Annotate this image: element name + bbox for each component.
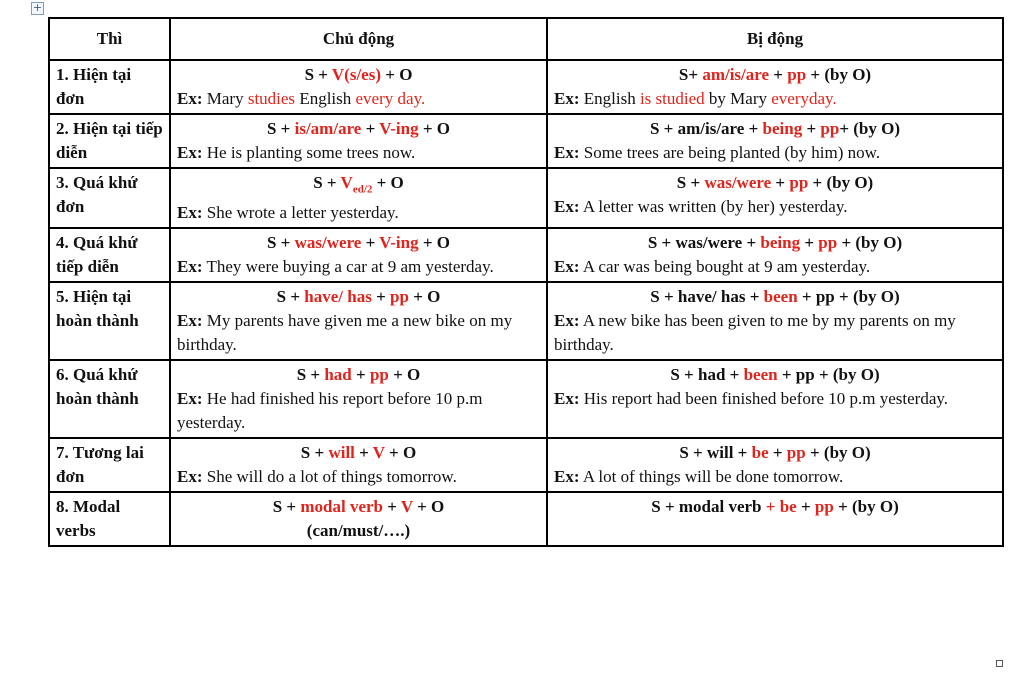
active-cell [170, 360, 547, 438]
highlight-text: V(s/es) [331, 65, 382, 84]
plain-text: + (by O) [833, 497, 899, 517]
active-example [177, 141, 540, 165]
highlight-text: modal verb [300, 497, 383, 517]
active-cell [170, 60, 547, 114]
plain-text: + [371, 287, 391, 307]
plain-text: A car was being bought at 9 am yesterday. [582, 257, 871, 277]
header-active: Chủ động [170, 18, 547, 60]
plain-text: + [351, 365, 370, 385]
highlight-text: + be [765, 497, 797, 517]
plain-text: English [295, 89, 356, 108]
table-row [49, 168, 1003, 228]
plain-text: S + [266, 233, 295, 253]
plain-text: + [361, 119, 380, 138]
ex-label: Ex: [554, 467, 580, 487]
active-example [177, 387, 540, 435]
passive-example [554, 465, 996, 489]
table-row [49, 492, 1003, 546]
active-example [177, 255, 540, 279]
plain-text: + (by O) [808, 173, 874, 192]
highlight-text: will [328, 443, 355, 463]
header-row [49, 18, 1003, 60]
plain-text: S + [276, 287, 305, 307]
ex-label: Ex: [177, 389, 203, 409]
plain-text: + [361, 233, 380, 253]
highlight-text: pp [789, 173, 809, 192]
active-cell [170, 114, 547, 168]
plain-text: + [383, 497, 401, 517]
tense-cell: 2. Hiện tại tiếp diễn [49, 114, 170, 168]
highlight-text: is studied [639, 89, 705, 108]
grammar-table [48, 17, 1004, 547]
tense-cell: 6. Quá khứ hoàn thành [49, 360, 170, 438]
highlight-text: every day. [355, 89, 426, 108]
passive-cell [547, 438, 1003, 492]
table-move-handle-icon[interactable]: + [32, 1, 43, 14]
plain-text: S+ [678, 65, 703, 84]
plain-text: S + [272, 497, 301, 517]
plain-text: Some trees are being planted (by him) now. [583, 143, 881, 162]
ex-label: Ex: [177, 311, 203, 331]
plain-text: + (by O) [839, 119, 901, 138]
highlight-text: V-ing [379, 233, 419, 253]
passive-formula [554, 363, 996, 387]
plain-text: + [802, 119, 821, 138]
passive-cell [547, 60, 1003, 114]
passive-cell [547, 360, 1003, 438]
plain-text: + O [408, 287, 441, 307]
header-tense: Thì [49, 18, 170, 60]
plain-text: My parents have given me a new bike on my birthday. [177, 311, 513, 355]
highlight-text: pp [814, 497, 834, 517]
passive-cell [547, 282, 1003, 360]
active-formula [177, 363, 540, 387]
table-row [49, 60, 1003, 114]
active-note: (can/must/….) [306, 521, 411, 541]
plain-text: + [768, 443, 787, 463]
highlight-text: ed/2 [352, 183, 373, 196]
highlight-text: am/is/are [702, 65, 770, 84]
highlight-text: being [760, 233, 801, 253]
ex-label: Ex: [177, 203, 203, 223]
passive-example [554, 255, 996, 279]
ex-label: Ex: [554, 197, 580, 216]
tense-cell: 7. Tương lai đơn [49, 438, 170, 492]
plain-text: A letter was written (by her) yesterday. [582, 197, 848, 216]
ex-label: Ex: [177, 257, 203, 277]
plain-text: S + modal verb [651, 497, 766, 517]
highlight-text: been [743, 365, 778, 385]
plain-text: S + [304, 65, 332, 84]
passive-formula [554, 231, 996, 255]
passive-example [554, 387, 996, 411]
plain-text: + pp + (by O) [777, 365, 880, 385]
plain-text: S + [266, 119, 295, 138]
active-example [177, 87, 540, 111]
plain-text: S + [296, 365, 325, 385]
highlight-text: studies [247, 89, 296, 108]
ex-label: Ex: [554, 257, 580, 277]
active-cell [170, 228, 547, 282]
plain-text: S + [676, 173, 705, 192]
plain-text: by Mary [704, 89, 772, 108]
highlight-text: V [372, 443, 385, 463]
plain-text: S + [313, 173, 341, 192]
plain-text: + O [418, 119, 451, 138]
plain-text: Mary [206, 89, 248, 108]
active-example [177, 309, 540, 357]
header-passive: Bị động [547, 18, 1003, 60]
highlight-text: pp [818, 233, 838, 253]
active-cell [170, 168, 547, 228]
tense-cell: 4. Quá khứ tiếp diễn [49, 228, 170, 282]
tense-cell: 5. Hiện tại hoàn thành [49, 282, 170, 360]
tense-cell: 3. Quá khứ đơn [49, 168, 170, 228]
active-formula [177, 117, 540, 141]
plain-text: A new bike has been given to me by my parents on my birthday. [554, 311, 956, 355]
highlight-text: pp [369, 365, 389, 385]
active-cell [170, 492, 547, 546]
highlight-text: everyday. [771, 89, 837, 108]
ex-label: Ex: [554, 389, 580, 409]
active-cell [170, 438, 547, 492]
highlight-text: V [400, 497, 413, 517]
highlight-text: pp [390, 287, 409, 307]
table-row [49, 360, 1003, 438]
ex-label: Ex: [554, 89, 580, 108]
tense-cell: 8. Modal verbs [49, 492, 170, 546]
plain-text: + [796, 497, 815, 517]
plain-text: + [769, 65, 788, 84]
plain-text: + [354, 443, 373, 463]
plain-text: She wrote a letter yesterday. [206, 203, 399, 223]
highlight-text: had [324, 365, 352, 385]
plain-text: S + [300, 443, 329, 463]
ex-label: Ex: [554, 311, 580, 331]
table-body [49, 60, 1003, 546]
plain-text: A lot of things will be done tomorrow. [582, 467, 844, 487]
active-formula [177, 495, 540, 519]
plain-text: His report had been finished before 10 p.m yesterday. [583, 389, 949, 409]
plain-text: + O [418, 233, 451, 253]
passive-formula [554, 441, 996, 465]
highlight-text: be [751, 443, 769, 463]
passive-formula [554, 117, 996, 141]
plain-text: He is planting some trees now. [206, 143, 416, 162]
passive-cell [547, 228, 1003, 282]
passive-cell [547, 492, 1003, 546]
plain-text: + (by O) [805, 443, 871, 463]
highlight-text: V [340, 173, 353, 192]
plain-text: S + am/is/are + [649, 119, 763, 138]
plain-text: + O [381, 65, 413, 84]
highlight-text: was/were [704, 173, 772, 192]
plain-text: S + will + [679, 443, 752, 463]
plain-text: + O [384, 443, 417, 463]
highlight-text: pp [820, 119, 840, 138]
highlight-text: V-ing [379, 119, 419, 138]
ex-label: Ex: [554, 143, 580, 162]
plain-text: + [771, 173, 790, 192]
plain-text: + pp + (by O) [797, 287, 900, 307]
ex-label: Ex: [177, 143, 203, 162]
passive-example [554, 309, 996, 357]
passive-example [554, 87, 996, 111]
active-example [177, 465, 540, 489]
plain-text: They were buying a car at 9 am yesterday. [206, 257, 494, 277]
plain-text: + [800, 233, 819, 253]
passive-cell [547, 114, 1003, 168]
active-example [177, 201, 540, 225]
plain-text: + (by O) [837, 233, 903, 253]
active-formula [177, 171, 540, 201]
active-formula [177, 231, 540, 255]
active-cell [170, 282, 547, 360]
plain-text: + (by O) [806, 65, 872, 84]
tense-cell: 1. Hiện tại đơn [49, 60, 170, 114]
plain-text: She will do a lot of things tomorrow. [206, 467, 457, 487]
ex-label: Ex: [177, 89, 203, 108]
table-row [49, 282, 1003, 360]
active-formula [177, 441, 540, 465]
table-row [49, 438, 1003, 492]
active-formula [177, 285, 540, 309]
plain-text: + O [412, 497, 445, 517]
table-row [49, 114, 1003, 168]
highlight-text: have/ has [304, 287, 372, 307]
passive-formula [554, 495, 996, 519]
table-resize-handle[interactable] [996, 660, 1003, 667]
active-formula [177, 63, 540, 87]
plain-text: + O [388, 365, 421, 385]
highlight-text: pp [786, 443, 806, 463]
passive-example [554, 195, 996, 219]
table-row [49, 228, 1003, 282]
plain-text: English [583, 89, 640, 108]
passive-cell [547, 168, 1003, 228]
highlight-text: pp [787, 65, 807, 84]
plain-text: S + have/ has + [650, 287, 764, 307]
plain-text: S + was/were + [647, 233, 761, 253]
ex-label: Ex: [177, 467, 203, 487]
plain-text: + O [372, 173, 404, 192]
passive-example [554, 141, 996, 165]
plain-text: He had finished his report before 10 p.m yesterday. [177, 389, 483, 433]
highlight-text: being [762, 119, 803, 138]
highlight-text: was/were [294, 233, 362, 253]
plain-text: S + had + [670, 365, 744, 385]
passive-formula [554, 63, 996, 87]
highlight-text: been [763, 287, 798, 307]
passive-formula [554, 285, 996, 309]
passive-formula [554, 171, 996, 195]
highlight-text: is/am/are [294, 119, 362, 138]
